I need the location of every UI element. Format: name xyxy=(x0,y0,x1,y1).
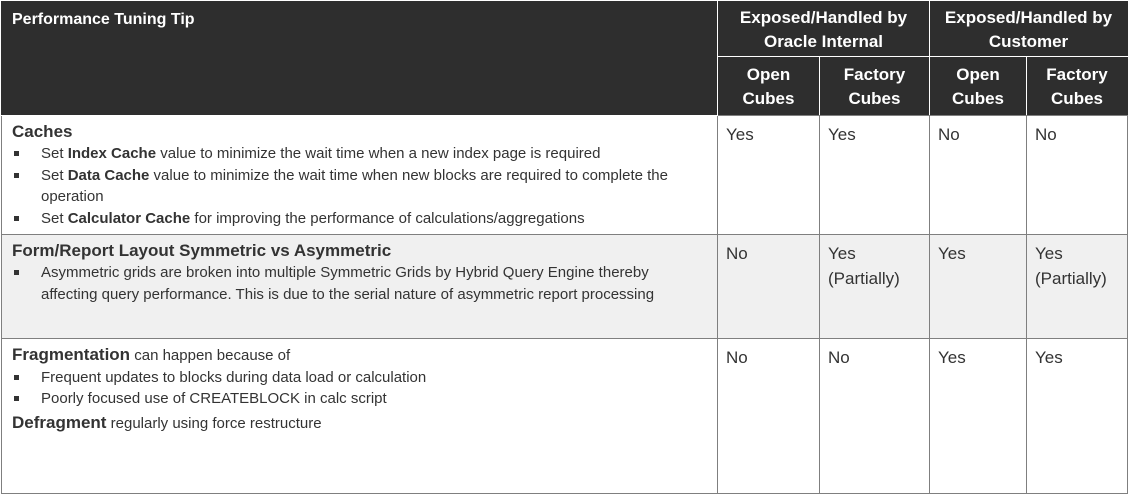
bullet-icon xyxy=(14,375,19,380)
bullet-icon xyxy=(14,173,19,178)
value-cell: Yes xyxy=(930,235,1027,339)
tip-title: Fragmentation can happen because of xyxy=(12,345,291,364)
value-cell: Yes xyxy=(930,339,1027,494)
performance-tuning-table xyxy=(1,1,1128,494)
bullet-icon xyxy=(14,151,19,156)
tip-cell xyxy=(2,339,718,494)
value-cell: No xyxy=(718,235,820,339)
value-cell: Yes xyxy=(1027,339,1128,494)
value-cell: Yes (Partially) xyxy=(820,235,930,339)
list-item: Frequent updates to blocks during data load or calculation xyxy=(12,367,707,389)
tip-title: Form/Report Layout Symmetric vs Asymmetric xyxy=(12,241,392,260)
oracle-group-header: Exposed/Handled by Oracle Internal xyxy=(718,2,930,57)
tip-footer: Defragment regularly using force restructure xyxy=(12,412,322,432)
customer-group-header: Exposed/Handled by Customer xyxy=(930,2,1128,57)
tip-title: Caches xyxy=(12,122,73,141)
tip-cell xyxy=(2,235,718,339)
value-cell: No xyxy=(718,339,820,494)
value-cell: No xyxy=(820,339,930,494)
list-item: Poorly focused use of CREATEBLOCK in calc script xyxy=(12,388,707,410)
list-item: Set Data Cache value to minimize the wait time when new blocks are required to complete the operation xyxy=(12,165,707,208)
value-cell: Yes xyxy=(718,116,820,235)
tip-bullet-list xyxy=(12,143,707,229)
tip-column-header: Performance Tuning Tip xyxy=(2,2,718,116)
table-row-caches xyxy=(2,116,1128,235)
value-cell: Yes (Partially) xyxy=(1027,235,1128,339)
value-cell: Yes xyxy=(820,116,930,235)
table-row-fragmentation xyxy=(2,339,1128,494)
tip-bullet-list xyxy=(12,262,707,305)
value-cell: No xyxy=(930,116,1027,235)
customer-open-cubes-header: Open Cubes xyxy=(930,57,1027,116)
bullet-icon xyxy=(14,270,19,275)
customer-factory-cubes-header: Factory Cubes xyxy=(1027,57,1128,116)
value-cell: No xyxy=(1027,116,1128,235)
oracle-factory-cubes-header: Factory Cubes xyxy=(820,57,930,116)
list-item: Set Index Cache value to minimize the wait time when a new index page is required xyxy=(12,143,707,165)
bullet-icon xyxy=(14,216,19,221)
list-item: Asymmetric grids are broken into multiple Symmetric Grids by Hybrid Query Engine thereby affecting query performance. This is due to the serial nature of asymmetric report processing xyxy=(12,262,707,305)
tip-bullet-list xyxy=(12,367,707,410)
oracle-open-cubes-header: Open Cubes xyxy=(718,57,820,116)
tip-cell xyxy=(2,116,718,235)
list-item: Set Calculator Cache for improving the performance of calculations/aggregations xyxy=(12,208,707,230)
bullet-icon xyxy=(14,396,19,401)
header-row xyxy=(2,2,1128,57)
table-row-layout xyxy=(2,235,1128,339)
